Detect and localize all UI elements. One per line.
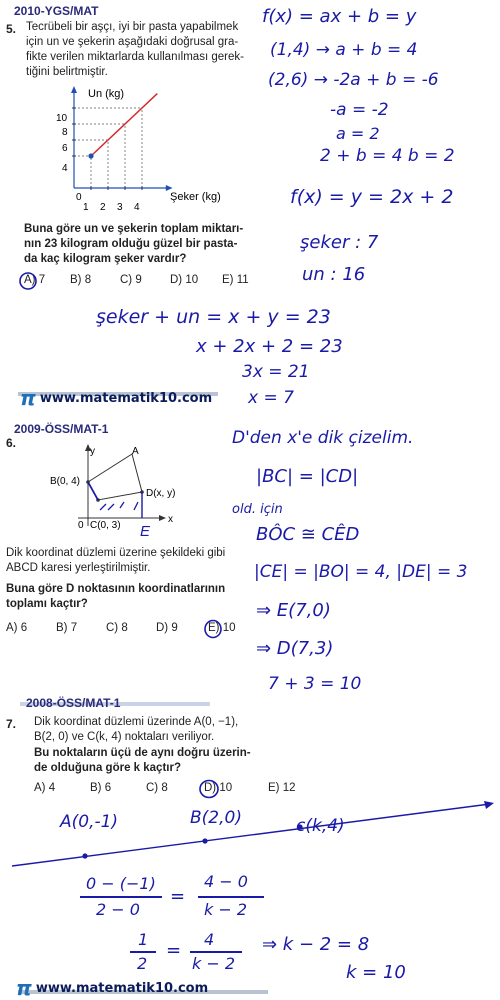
q5-option[interactable]: E) 11 xyxy=(222,274,249,286)
q6-option[interactable]: D) 9 xyxy=(156,622,178,634)
q6-label-E: E xyxy=(140,523,151,538)
q6-question-line: Buna göre D noktasının koordinatlarının xyxy=(6,583,226,595)
q5-option-label: A) 7 xyxy=(24,274,46,286)
q7-hw-line: ⇒ k − 2 = 8 xyxy=(262,934,370,955)
q7-hw-frac-den: k − 2 xyxy=(204,900,248,919)
q6-hw-line: |CE| = |BO| = 4, |DE| = 3 xyxy=(254,562,468,582)
q7-question-line: de olduğuna göre k kaçtır? xyxy=(34,762,181,774)
pi-logo-icon: π xyxy=(20,386,36,410)
q6-option[interactable]: C) 8 xyxy=(106,622,128,634)
q6-number: 6. xyxy=(6,436,17,450)
pi-logo-icon: π xyxy=(16,976,32,1000)
q7-hw-frac-bar xyxy=(130,951,156,953)
q5-number: 5. xyxy=(6,22,17,36)
q5-options xyxy=(24,274,272,286)
q5-option[interactable]: B) 8 xyxy=(70,274,92,286)
y-axis-arrow-icon xyxy=(71,86,77,93)
q6-label-A: A xyxy=(132,446,139,457)
q6-label-D: D(x, y) xyxy=(146,488,176,499)
q7-hw-eq: = xyxy=(170,886,186,907)
watermark xyxy=(16,976,208,1000)
q6-hw-line: ⇒ D(7,3) xyxy=(256,638,334,659)
q7-hw-eq: = xyxy=(166,940,182,961)
q5-hw-line: a = 2 xyxy=(336,124,380,143)
q5-chart-ylabel: Un (kg) xyxy=(88,88,125,100)
q7-hw-point-B: B(2,0) xyxy=(190,808,242,828)
q6-label-x: x xyxy=(168,514,173,525)
q5-hw-line: x = 7 xyxy=(248,388,294,408)
q6-options xyxy=(6,622,258,634)
q6-option[interactable]: B) 7 xyxy=(56,622,78,634)
q7-option[interactable]: C) 8 xyxy=(146,782,168,794)
q5-chart-ytick: 10 xyxy=(56,113,68,124)
q5-source: 2010-YGS/MAT xyxy=(14,4,99,18)
q7-hw-frac-den: k − 2 xyxy=(192,954,236,973)
watermark-text: www.matematik10.com xyxy=(35,980,209,996)
q6-answer-circle xyxy=(203,618,225,640)
data-point xyxy=(88,153,93,158)
q5-hw-line: x + 2x + 2 = 23 xyxy=(196,336,343,357)
q5-line: için un ve şekerin aşağıdaki doğrusal gra- xyxy=(26,36,239,48)
q6-option[interactable]: A) 6 xyxy=(6,622,28,634)
q5-hw-line: f(x) = y = 2x + 2 xyxy=(290,186,454,208)
q5-chart xyxy=(40,84,230,214)
q7-question xyxy=(34,746,294,776)
q7-line: B(2, 0) ve C(k, 4) noktaları veriliyor. xyxy=(34,731,215,743)
q6-source: 2009-ÖSS/MAT-1 xyxy=(14,422,109,436)
q5-text xyxy=(26,20,261,80)
q5-hw-line: (2,6) → -2a + b = -6 xyxy=(268,70,439,90)
watermark-text: www.matematik10.com xyxy=(39,390,213,406)
q7-option[interactable] xyxy=(204,782,268,794)
q5-chart-xtick: 4 xyxy=(134,202,140,213)
q6-hw-line: BÔC ≅ CÊD xyxy=(256,524,360,545)
q5-answer-circle xyxy=(18,271,40,291)
q5-option[interactable]: D) 10 xyxy=(170,274,199,286)
q5-hw-line: 3x = 21 xyxy=(242,362,310,382)
q6-option[interactable] xyxy=(208,622,258,634)
q7-option[interactable]: B) 6 xyxy=(90,782,112,794)
q7-line-sketch xyxy=(0,796,500,876)
q5-chart-xtick: 3 xyxy=(117,202,123,213)
q6-label-origin: 0 xyxy=(78,520,84,531)
q6-label-C: C(0, 3) xyxy=(90,520,121,531)
q7-option[interactable]: E) 12 xyxy=(268,782,296,794)
q6-figure xyxy=(40,444,200,538)
q5-hw-line: şeker : 7 xyxy=(300,232,379,253)
q5-chart-ytick: 6 xyxy=(62,143,68,154)
q7-option[interactable]: A) 4 xyxy=(34,782,56,794)
q7-hw-point-A: A(0,-1) xyxy=(60,812,119,832)
q5-chart-ytick: 4 xyxy=(62,163,68,174)
q7-option-label: D) 10 xyxy=(204,782,233,794)
data-line xyxy=(91,94,157,156)
q6-question xyxy=(6,582,251,612)
q7-hw-frac-den: 2 − 0 xyxy=(96,900,140,919)
q6-question-line: toplamı kaçtır? xyxy=(6,598,88,610)
q5-hw-line: 2 + b = 4 b = 2 xyxy=(320,146,455,166)
q7-hw-point-C: c(k,4) xyxy=(296,816,345,836)
q7-source: 2008-ÖSS/MAT-1 xyxy=(26,696,121,710)
q6-option-label: E) 10 xyxy=(208,622,236,634)
q7-hw-line: k = 10 xyxy=(346,962,406,983)
q7-question-line: Bu noktaların üçü de aynı doğru üzerin- xyxy=(34,747,251,759)
q5-hw-line: (1,4) → a + b = 4 xyxy=(270,40,418,60)
q6-hw-line: old. için xyxy=(232,502,283,517)
q6-hw-line: ⇒ E(7,0) xyxy=(256,600,331,621)
watermark xyxy=(20,386,212,410)
q7-options xyxy=(34,782,324,794)
q6-hw-line: 7 + 3 = 10 xyxy=(268,674,362,694)
q5-chart-xtick: 1 xyxy=(83,202,89,213)
q6-label-B: B(0, 4) xyxy=(50,476,81,487)
q5-question-line: nın 23 kilogram olduğu güzel bir pasta- xyxy=(24,238,238,250)
q7-hw-frac-bar xyxy=(190,951,242,953)
q7-hw-frac-den: 2 xyxy=(137,954,148,973)
q6-label-y: y xyxy=(90,446,95,457)
q7-number: 7. xyxy=(6,717,17,731)
q5-chart-marks xyxy=(71,86,173,191)
q6-line: ABCD karesi yerleştirilmiştir. xyxy=(6,562,151,574)
q5-hw-line: f(x) = ax + b = y xyxy=(262,6,417,27)
q6-hw-line: D'den x'e dik çizelim. xyxy=(232,428,414,448)
q5-hw-line: şeker + un = x + y = 23 xyxy=(96,306,331,328)
q7-hw-frac-num: 4 − 0 xyxy=(204,872,248,891)
q6-line: Dik koordinat düzlemi üzerine şekildeki gibi xyxy=(6,547,226,559)
q5-chart-ytick: 8 xyxy=(62,127,68,138)
q6-text xyxy=(6,546,251,576)
q7-line: Dik koordinat düzlemi üzerinde A(0, −1), xyxy=(34,716,239,728)
q5-question-line: Buna göre un ve şekerin toplam miktarı- xyxy=(24,223,244,235)
q5-hw-line: -a = -2 xyxy=(330,100,389,120)
q5-hw-line: un : 16 xyxy=(302,264,366,285)
q5-question xyxy=(24,222,264,267)
q5-line: Tecrübeli bir aşçı, iyi bir pasta yapabilmek xyxy=(26,21,239,33)
q5-chart-xlabel: Şeker (kg) xyxy=(170,191,221,203)
q5-option[interactable]: C) 9 xyxy=(120,274,142,286)
q5-chart-xtick: 2 xyxy=(100,202,106,213)
q5-question-line: da kaç kilogram şeker vardır? xyxy=(24,253,187,265)
q7-hw-frac-num: 4 xyxy=(204,930,215,949)
q7-hw-frac-num: 0 − (−1) xyxy=(86,874,156,893)
q5-line: tiğini belirtmiştir. xyxy=(26,66,108,78)
q7-text xyxy=(34,715,294,745)
q7-hw-frac-num: 1 xyxy=(138,930,149,949)
q5-line: fikte verilen miktarlarda kullanılması gerek- xyxy=(26,51,244,63)
q5-option[interactable] xyxy=(24,274,70,286)
q6-hw-line: |BC| = |CD| xyxy=(256,466,359,487)
q7-hw-frac-bar xyxy=(198,896,264,898)
q7-hw-frac-bar xyxy=(80,896,162,898)
q5-chart-origin: 0 xyxy=(76,192,82,203)
